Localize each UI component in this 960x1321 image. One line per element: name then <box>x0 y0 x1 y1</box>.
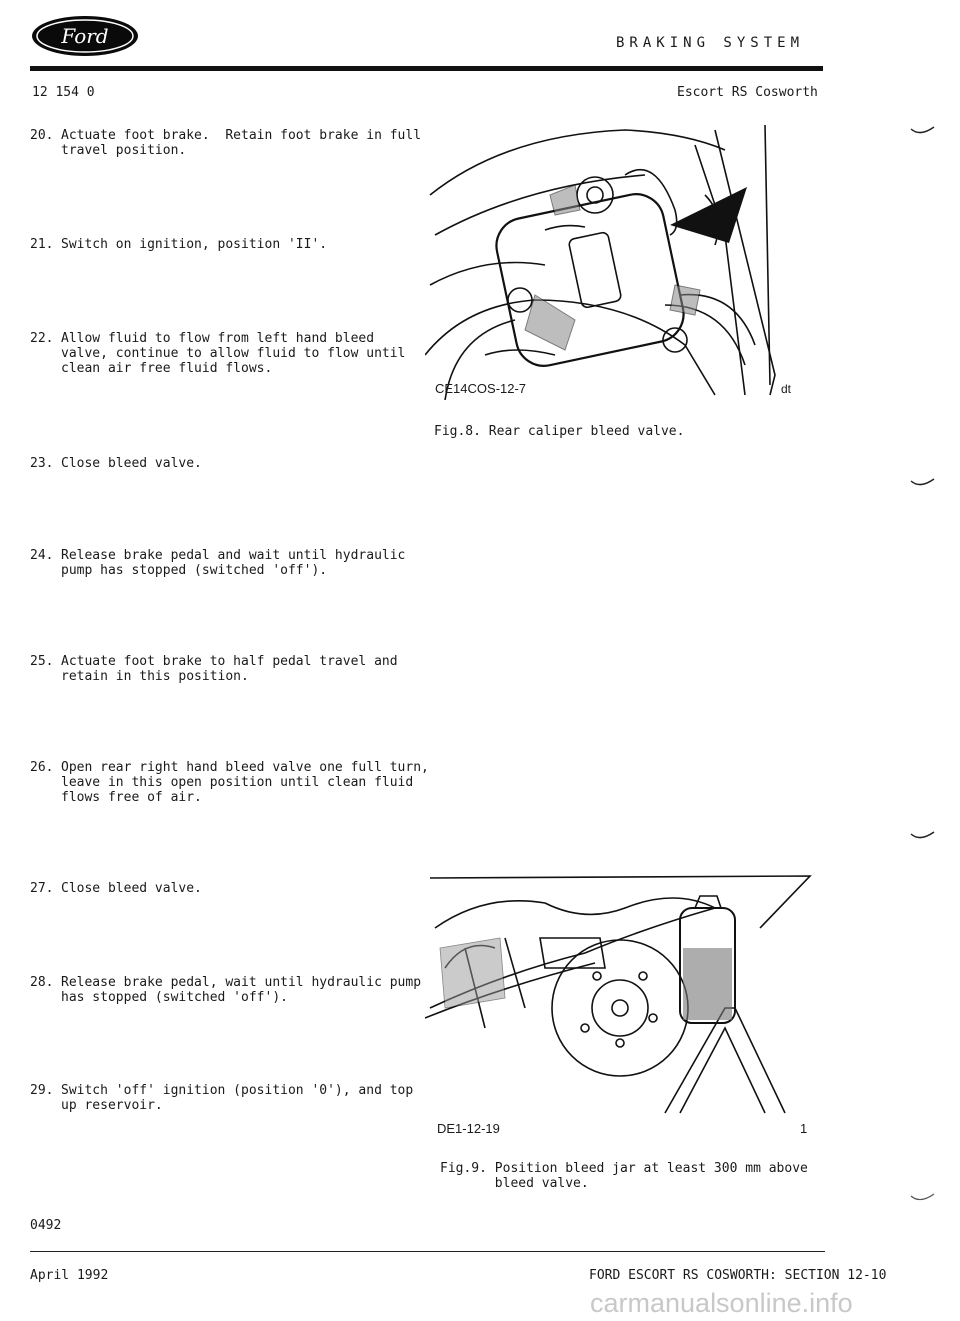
section-title: BRAKING SYSTEM <box>616 35 805 51</box>
vehicle-model: Escort RS Cosworth <box>677 85 818 100</box>
bleed-valve-arrow-icon <box>670 187 747 243</box>
footer-date: April 1992 <box>30 1268 109 1283</box>
figure-8-rear-caliper-illustration <box>425 115 815 400</box>
figure-9-code: DE1-12-19 <box>437 1121 500 1136</box>
bleed-jar-fluid <box>683 948 732 1020</box>
watermark: carmanualsonline.info <box>590 1288 853 1318</box>
margin-mark-icon <box>910 126 936 138</box>
figure-8-code: CE14COS-12-7 <box>435 381 527 396</box>
step-29: 29. Switch 'off' ignition (position '0'), and top up reservoir. <box>30 1083 414 1113</box>
figure-9-caption: Fig.9. Position bleed jar at least 300 mm above bleed valve. <box>440 1161 808 1191</box>
figure-9-bleed-jar-illustration <box>425 868 820 1118</box>
step-28: 28. Release brake pedal, wait until hydraulic pump has stopped (switched 'off'). <box>30 975 422 1005</box>
step-26: 26. Open rear right hand bleed valve one full turn, leave in this open position until clean fluid flows free of air. <box>30 760 429 805</box>
header-rule <box>30 66 823 71</box>
step-24: 24. Release brake pedal and wait until hydraulic pump has stopped (switched 'off'). <box>30 548 406 578</box>
margin-mark-icon <box>910 1193 936 1205</box>
step-20: 20. Actuate foot brake. Retain foot brake in full travel position. <box>30 128 422 158</box>
footer-title: FORD ESCORT RS COSWORTH: SECTION 12-10 <box>589 1268 887 1283</box>
step-27: 27. Close bleed valve. <box>30 881 202 896</box>
svg-text:Ford: Ford <box>61 24 109 48</box>
step-23: 23. Close bleed valve. <box>30 456 202 471</box>
step-22: 22. Allow fluid to flow from left hand bleed valve, continue to allow fluid to flow until clean air free fluid flows. <box>30 331 406 376</box>
figure-8-corner: dt <box>781 382 792 396</box>
step-21: 21. Switch on ignition, position 'II'. <box>30 237 328 252</box>
margin-mark-icon <box>910 478 936 490</box>
figure-8-caption: Fig.8. Rear caliper bleed valve. <box>434 424 685 439</box>
footer-rule <box>30 1251 825 1252</box>
ford-logo <box>30 14 140 58</box>
figure-9-corner: 1 <box>800 1121 808 1136</box>
margin-mark-icon <box>910 831 936 843</box>
document-code: 12 154 0 <box>32 85 95 100</box>
step-25: 25. Actuate foot brake to half pedal travel and retain in this position. <box>30 654 398 684</box>
page-code: 0492 <box>30 1218 62 1233</box>
